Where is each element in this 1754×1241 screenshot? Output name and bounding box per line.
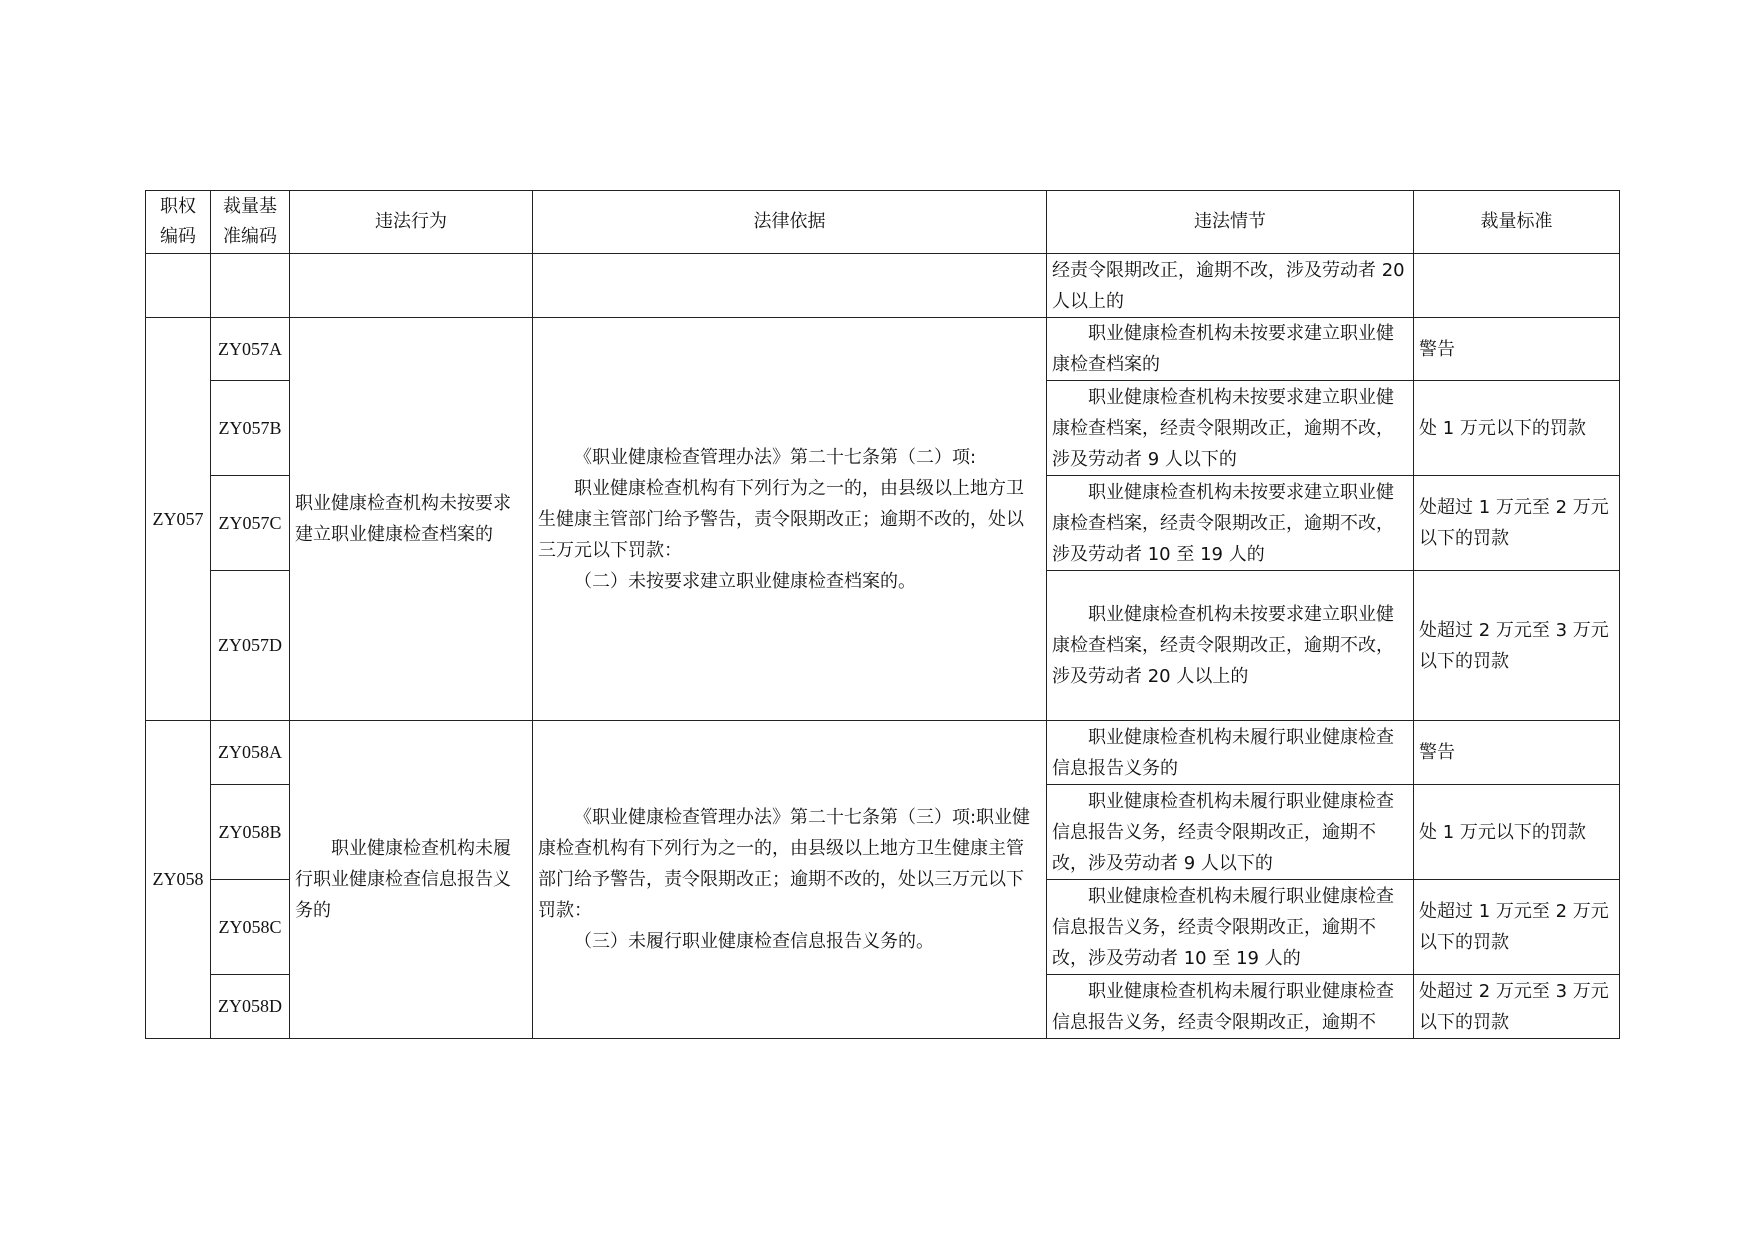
legal-basis-paragraph: （三）未履行职业健康检查信息报告义务的。 [574,931,934,952]
standard-cell: 处超过 1 万元至 2 万元以下的罚款 [1414,880,1620,975]
table-row [146,721,1620,785]
standard-cell: 警告 [1414,318,1620,381]
discretion-code-cell: ZY057B [211,381,290,476]
circumstance-cell: 职业健康检查机构未履行职业健康检查信息报告义务，经责令限期改正，逾期不改，涉及劳动者 10 至 19 人的 [1047,880,1414,975]
discretion-code-cell: ZY057D [211,571,290,721]
penalty-discretion-table [145,190,1620,1039]
legal-basis-paragraph: 职业健康检查机构有下列行为之一的，由县级以上地方卫生健康主管部门给予警告，责令限期改正；逾期不改的，处以三万元以下罚款： [538,477,1024,561]
table-row [146,318,1620,381]
legal-basis-cell [533,721,1047,1039]
header-authority-code: 职权 编码 [146,191,211,254]
header-circumstance: 违法情节 [1047,191,1414,254]
header-legal-basis: 法律依据 [533,191,1047,254]
standard-cell: 处 1 万元以下的罚款 [1414,381,1620,476]
authority-code-cell: ZY058 [146,721,211,1039]
standard-cell: 处 1 万元以下的罚款 [1414,785,1620,880]
header-violation: 违法行为 [290,191,533,254]
circumstance-cell: 职业健康检查机构未按要求建立职业健康检查档案，经责令限期改正，逾期不改，涉及劳动者 9 人以下的 [1047,381,1414,476]
discretion-code-cell: ZY058B [211,785,290,880]
circumstance-cell: 职业健康检查机构未履行职业健康检查信息报告义务，经责令限期改正，逾期不改，涉及劳动者 9 人以下的 [1047,785,1414,880]
circumstance-cell: 职业健康检查机构未履行职业健康检查信息报告义务的 [1047,721,1414,785]
circumstance-cell: 职业健康检查机构未履行职业健康检查信息报告义务，经责令限期改正，逾期不 [1047,975,1414,1039]
authority-code-cell: ZY057 [146,318,211,721]
header-standard: 裁量标准 [1414,191,1620,254]
circumstance-cell: 职业健康检查机构未按要求建立职业健康检查档案的 [1047,318,1414,381]
empty-cell [1414,254,1620,318]
circumstance-cell: 职业健康检查机构未按要求建立职业健康检查档案，经责令限期改正，逾期不改，涉及劳动者 20 人以上的 [1047,571,1414,721]
empty-cell [533,254,1047,318]
discretion-code-cell: ZY058D [211,975,290,1039]
circumstance-cell: 经责令限期改正，逾期不改，涉及劳动者 20 人以上的 [1047,254,1414,318]
header-discretion-code: 裁量基 准编码 [211,191,290,254]
empty-cell [290,254,533,318]
standard-cell: 处超过 1 万元至 2 万元以下的罚款 [1414,476,1620,571]
legal-basis-paragraph: 《职业健康检查管理办法》第二十七条第（三）项:职业健康检查机构有下列行为之一的，由县级以上地方卫生健康主管部门给予警告，责令限期改正；逾期不改的，处以三万元以下罚款： [538,807,1031,921]
empty-cell [211,254,290,318]
continuation-row [146,254,1620,318]
discretion-code-cell: ZY058C [211,880,290,975]
violation-cell: 职业健康检查机构未履行职业健康检查信息报告义务的 [290,721,533,1039]
discretion-code-cell: ZY057C [211,476,290,571]
legal-basis-paragraph: 《职业健康检查管理办法》第二十七条第（二）项: [574,446,977,468]
legal-basis-paragraph: （二）未按要求建立职业健康检查档案的。 [574,570,916,592]
discretion-code-cell: ZY058A [211,721,290,785]
table-header-row [146,191,1620,254]
empty-cell [146,254,211,318]
discretion-code-cell: ZY057A [211,318,290,381]
legal-basis-cell [533,318,1047,721]
circumstance-cell: 职业健康检查机构未按要求建立职业健康检查档案，经责令限期改正，逾期不改，涉及劳动者 10 至 19 人的 [1047,476,1414,571]
standard-cell: 处超过 2 万元至 3 万元以下的罚款 [1414,975,1620,1039]
standard-cell: 警告 [1414,721,1620,785]
standard-cell: 处超过 2 万元至 3 万元以下的罚款 [1414,571,1620,721]
violation-cell: 职业健康检查机构未按要求建立职业健康检查档案的 [290,318,533,721]
